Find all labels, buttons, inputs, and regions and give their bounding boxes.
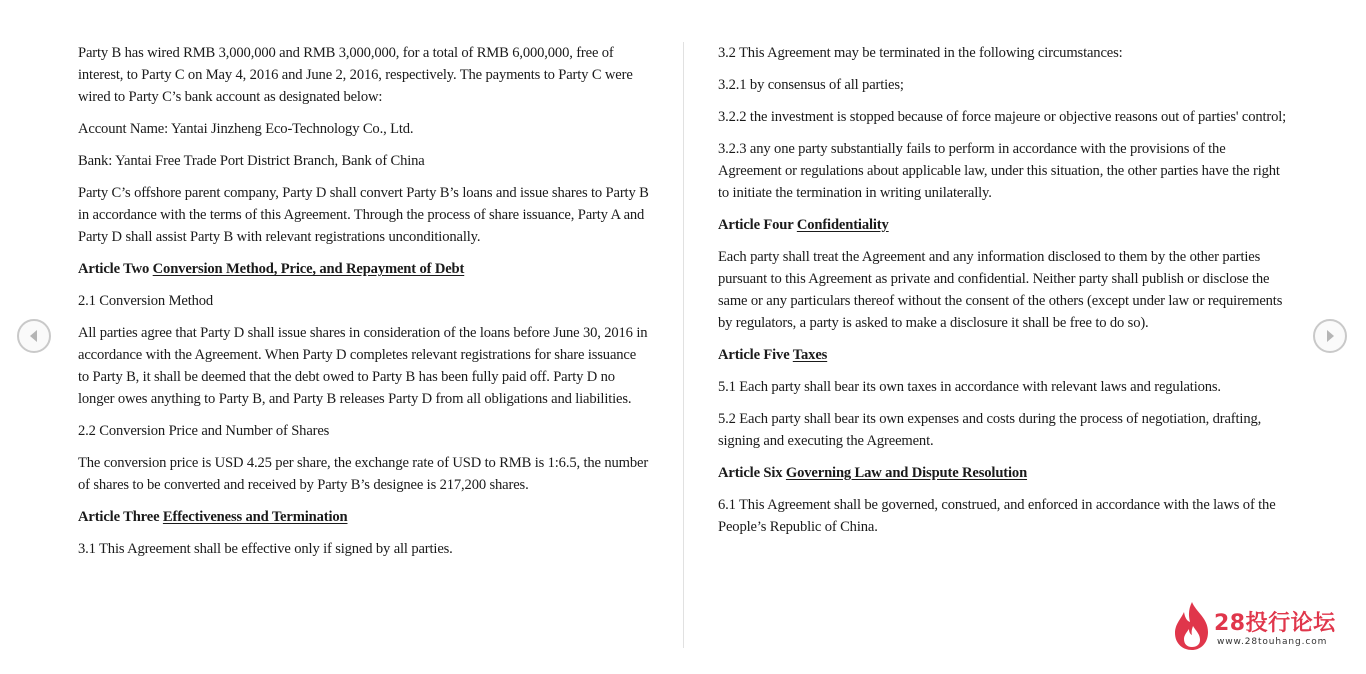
logo-title: 28投行论坛 <box>1214 611 1336 636</box>
paragraph: 3.1 This Agreement shall be effective only if signed by all parties. <box>78 541 453 557</box>
article-prefix: Article Four <box>718 217 794 233</box>
article-title: Confidentiality <box>796 217 889 233</box>
paragraph: 3.2 This Agreement may be terminated in the following circumstances: <box>718 45 1123 61</box>
paragraph: 3.2.2 the investment is stopped because of force majeure or objective reasons out of parties' control; <box>718 109 1287 125</box>
chevron-left-icon <box>19 321 49 351</box>
paragraph: Account Name: Yantai Jinzheng Eco-Technology Co., Ltd. <box>78 121 414 137</box>
paragraph: 3.2.3 any one party substantially fails to perform in accordance with the provisions of the Agreement or regulations about applicable law, under this situation, the other parties have the right to initiate the termination in writing unilaterally. <box>718 141 1280 201</box>
article-title: Governing Law and Dispute Resolution <box>785 465 1028 481</box>
paragraph: Party B has wired RMB 3,000,000 and RMB 3,000,000, for a total of RMB 6,000,000, free of interest, to Party C on May 4, 2016 and June 2, 2016, respectively. The payments to Party C were wired to Party C’s bank account as designated below: <box>78 45 633 105</box>
previous-page-button[interactable] <box>17 319 51 353</box>
flame-icon <box>1172 600 1212 652</box>
logo-url: www.28touhang.com <box>1217 637 1328 647</box>
article-four-heading <box>718 214 1290 236</box>
left-page <box>78 42 650 570</box>
paragraph: All parties agree that Party D shall issue shares in consideration of the loans before June 30, 2016 in accordance with the Agreement. When Party D completes relevant registrations for share issuance to Party B, it shall be deemed that the debt owed to Party B has been fully paid off. Party D no longer owes anything to Party B, and Party B releases Party D from all obligations and liabilities. <box>78 325 648 407</box>
watermark-logo <box>1170 598 1350 654</box>
paragraph: 5.1 Each party shall bear its own taxes in accordance with relevant laws and regulations. <box>718 379 1221 395</box>
paragraph: 5.2 Each party shall bear its own expenses and costs during the process of negotiation, drafting, signing and executing the Agreement. <box>718 411 1262 449</box>
article-three-heading <box>78 506 650 528</box>
next-page-button[interactable] <box>1313 319 1347 353</box>
article-prefix: Article Six <box>718 465 783 481</box>
paragraph: 3.2.1 by consensus of all parties; <box>718 77 904 93</box>
paragraph: Party C’s offshore parent company, Party D shall convert Party B’s loans and issue shares to Party B in accordance with the terms of this Agreement. Through the process of share issuance, Party A and Party D shall assist Party B with relevant registrations unconditionally. <box>78 185 649 245</box>
page-divider <box>683 42 684 648</box>
article-prefix: Article Five <box>718 347 790 363</box>
paragraph: 6.1 This Agreement shall be governed, construed, and enforced in accordance with the laws of the People’s Republic of China. <box>718 497 1276 535</box>
article-prefix: Article Two <box>78 261 150 277</box>
right-page <box>718 42 1290 548</box>
article-title: Taxes <box>792 347 828 363</box>
article-five-heading <box>718 344 1290 366</box>
article-six-heading <box>718 462 1290 484</box>
paragraph: Each party shall treat the Agreement and any information disclosed to them by the other parties pursuant to this Agreement as private and confidential. Neither party shall publish or disclose the same or any particulars thereof without the consent of the others (except under law or requirements by regulators, a party is asked to make a disclosure it shall be free to do so). <box>718 249 1283 331</box>
article-two-heading <box>78 258 650 280</box>
article-title: Effectiveness and Termination <box>162 509 348 525</box>
paragraph: The conversion price is USD 4.25 per share, the exchange rate of USD to RMB is 1:6.5, the number of shares to be converted and received by Party B’s designee is 217,200 shares. <box>78 455 649 493</box>
chevron-right-icon <box>1315 321 1345 351</box>
article-prefix: Article Three <box>78 509 160 525</box>
paragraph: 2.2 Conversion Price and Number of Shares <box>78 423 330 439</box>
paragraph: Bank: Yantai Free Trade Port District Branch, Bank of China <box>78 153 425 169</box>
paragraph: 2.1 Conversion Method <box>78 293 214 309</box>
article-title: Conversion Method, Price, and Repayment of Debt <box>152 261 465 277</box>
